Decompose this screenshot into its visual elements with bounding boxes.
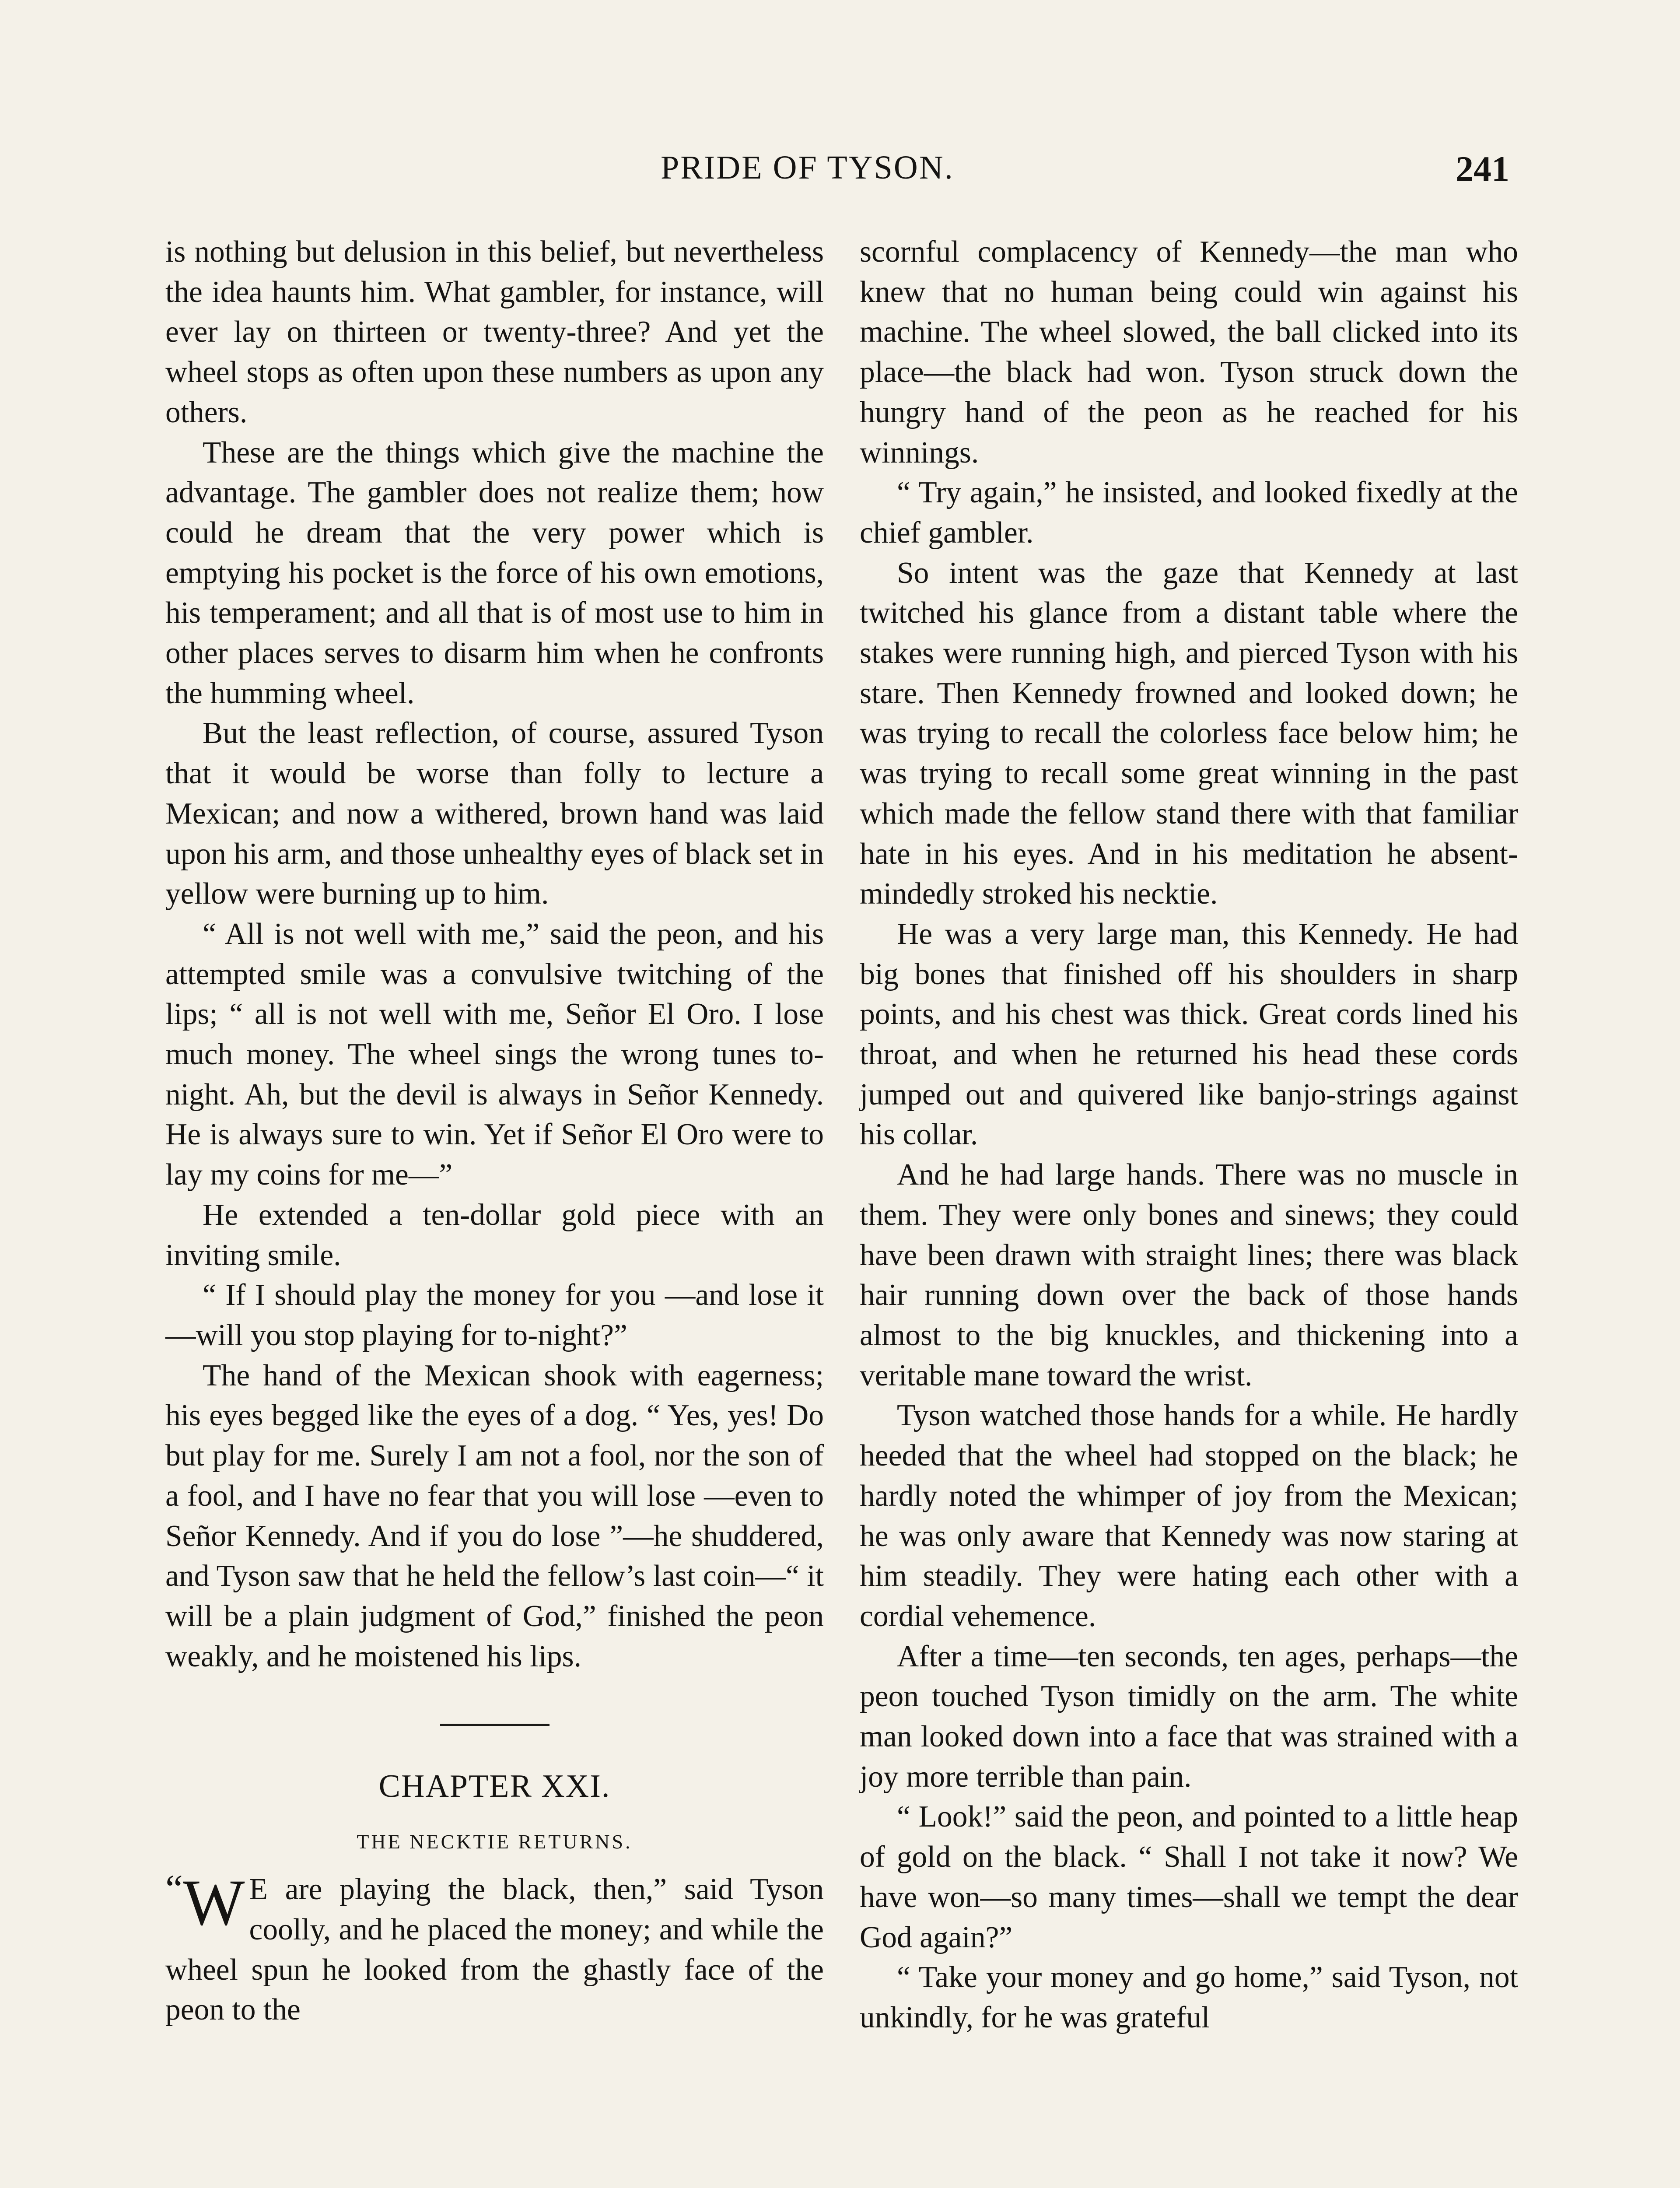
running-head: PRIDE OF TYSON. — [661, 149, 954, 186]
paragraph: After a time—ten seconds, ten ages, perhaps—the peon touched Tyson timidly on the arm. The white man looked down into a face that was strained with a joy more terrible than pain. — [860, 1639, 1518, 1794]
left-column — [165, 232, 824, 2030]
paragraph: These are the things which give the machine the advantage. The gambler does not realize them; how could he dream that the very power which is emptying his pocket is the force of his own emotions, his temperament; and all that is of most use to him in other places serves to disarm him when he confronts the humming wheel. — [165, 435, 824, 710]
paragraph: “ If I should play the money for you —and lose it—will you stop playing for to-night?” — [165, 1278, 824, 1352]
paragraph: “ Try again,” he insisted, and looked fixedly at the chief gambler. — [860, 476, 1518, 550]
page-number: 241 — [1456, 149, 1509, 189]
paragraph: is nothing but delusion in this belief, but nevertheless the idea haunts him. What gambler, for instance, will ever lay on thirteen or twenty-three? And yet the wheel stops as often upon these numbers as upon any others. — [165, 235, 824, 429]
chapter-subtitle: THE NECKTIE RETURNS. — [357, 1830, 633, 1853]
paragraph-text: E are playing the black, then,” said Tyson coolly, and he placed the money; and while the wheel spun he looked from the ghastly face of the peon to the — [165, 1872, 824, 2027]
paragraph: scornful complacency of Kennedy—the man who knew that no human being could win against his machine. The wheel slowed, the ball clicked into its place—the black had won. Tyson struck down the hungry hand of the peon as he reached for his winnings. — [860, 235, 1518, 470]
paragraph: “ All is not well with me,” said the peon, and his attempted smile was a convulsive twitching of the lips; “ all is not well with me, Señor El Oro. I lose much money. The wheel sings the wrong tunes to-night. Ah, but the devil is always in Señor Kennedy. He is always sure to win. Yet if Señor El Oro were to lay my coins for me—” — [165, 917, 824, 1192]
section-divider — [440, 1724, 550, 1726]
right-column — [860, 232, 1518, 2038]
paragraph: “ Look!” said the peon, and pointed to a little heap of gold on the black. “ Shall I not take it now? We have won—so many times—shall we tempt the dear God again?” — [860, 1800, 1518, 1954]
paragraph: Tyson watched those hands for a while. He hardly heeded that the wheel had stopped on the black; he hardly noted the whimper of joy from the Mexican; he was only aware that Kennedy was now staring at him steadily. They were hating each other with a cordial vehemence. — [860, 1399, 1518, 1633]
paragraph: But the least reflection, of course, assured Tyson that it would be worse than folly to lecture a Mexican; and now a withered, brown hand was laid upon his arm, and those unhealthy eyes of black set in yellow were burning up to him. — [165, 716, 824, 911]
drop-cap: W — [182, 1866, 245, 1939]
paragraph: He was a very large man, this Kennedy. He had big bones that finished off his shoulders in sharp points, and his chest was thick. Great cords lined his throat, and when he returned his head these cords jumped out and quivered like banjo-strings against his collar. — [860, 917, 1518, 1152]
paragraph: The hand of the Mexican shook with eagerness; his eyes begged like the eyes of a dog. “ Yes, yes! Do but play for me. Surely I am not a fool, nor the son of a fool, and I have no fear that you will lose —even to Señor Kennedy. And if you do lose ”—he shuddered, and Tyson saw that he held the fellow’s last coin—“ it will be a plain judgment of God,” finished the peon weakly, and he moistened his lips. — [165, 1358, 824, 1673]
chapter-title: CHAPTER XXI. — [378, 1768, 611, 1805]
paragraph: He extended a ten-dollar gold piece with an inviting smile. — [165, 1198, 824, 1272]
opening-quote-mark: “ — [165, 1867, 183, 1911]
paragraph: And he had large hands. There was no muscle in them. They were only bones and sinews; they could have been drawn with straight lines; there was black hair running down over the back of those hands almost to the big knuckles, and thickening into a veritable mane toward the wrist. — [860, 1158, 1518, 1392]
chapter-opening-paragraph — [165, 1866, 824, 2030]
paragraph: “ Take your money and go home,” said Tyson, not unkindly, for he was grateful — [860, 1960, 1518, 2034]
paragraph: So intent was the gaze that Kennedy at last twitched his glance from a distant table where the stakes were running high, and pierced Tyson with his stare. Then Kennedy frowned and looked down; he was trying to recall the colorless face below him; he was trying to recall some great winning in the past which made the fellow stand there with that familiar hate in his eyes. And in his meditation he absent-mindedly stroked his necktie. — [860, 556, 1518, 911]
